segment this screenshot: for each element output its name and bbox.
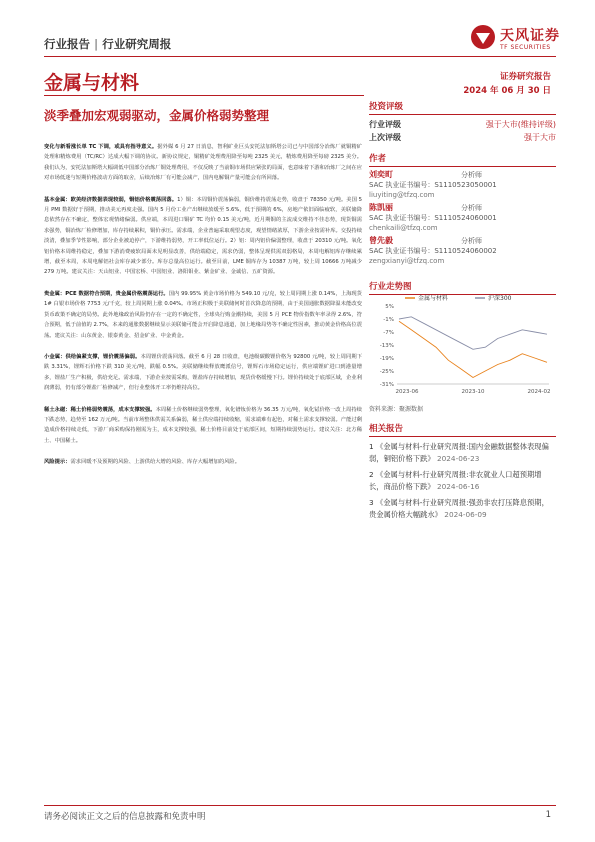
previous-rating [369, 131, 556, 144]
paragraph [44, 289, 362, 341]
related-report-title[interactable]: 1 《金属与材料-行业研究周报:国内金融数据整体表现偏弱，铜铝价格下跌》 [369, 442, 549, 463]
paragraph-lead: 小金属：供给偏紧支撑，锂价震荡偏弱。 [44, 353, 141, 360]
paragraph-lead: 稀土永磁：稀土价格弱势震荡，成本支撑较强。 [44, 406, 156, 413]
main-body [44, 142, 362, 479]
paragraph-text: 本周稀土价格继续弱势整理，氧化镨钕价格为 36.35 万元/吨，氧化铽价格一改上周持续下跌态势，趋势至 162 万元/吨。当前市场整体供需关系偏弱，稀土供应端持续收缩，需求端难有起色，对稀土需求支撑较弱。产能过剩造成价格持续走低，下游厂商采购保持刚需为主，成本支撑较强，稀土价格目前处于底部区间，短期持续弱势运行。建议关注：北方稀土、中国稀土。 [44, 406, 362, 444]
report-subcategory: 行业研究周报 [102, 37, 172, 51]
page-number: 1 [545, 810, 551, 820]
report-date: 2024 年 06 月 30 日 [463, 86, 551, 96]
y-tick-label: -7% [383, 330, 394, 336]
separator: | [94, 37, 99, 51]
logo-text-cn: 天风证券 [500, 28, 560, 44]
x-tick-label: 2023-06 [395, 389, 419, 395]
related-report-item[interactable] [369, 441, 556, 465]
author-card [369, 170, 556, 200]
related-report-title[interactable]: 2 《金属与材料-行业研究周报:非农就业人口超预期增长，商品价格下跌》 [369, 470, 542, 491]
related-report-item[interactable] [369, 497, 556, 521]
author-license: SAC 执业证书编号：S1110524060002 [369, 247, 497, 255]
paragraph-text: 国内 99.95% 黄金市场价格为 549.10 元/克，较上周同期上涨 0.14%，上海现货 1# 白银市场价格 7753 元/千克，较上周同期上涨 0.04%。市场正积极于美联储何时首次降息的预期，由于美国通胀数据降温未能改变货币政策不确定的局势。此外地缘政治风险仍存在一定的不确定性，全球央行购金潮持续，美国 5 月 PCE 物价指数年率录得 2.6%，符合预期，低于前值的 2.7%，本来的通胀数据继续显示美联储可能会开启降息通道，加上地缘局势等不确定性因素，推动黄金价格高位震荡。建议关注：山东黄金、银泰黄金、招金矿业、中金黄金。 [44, 290, 363, 339]
logo-icon [470, 24, 496, 50]
industry-rating [369, 118, 556, 131]
report-category: 行业报告 [44, 37, 90, 51]
y-tick-label: -19% [379, 356, 394, 362]
paragraph-text: 1）铜：本周铜价震荡偏弱，铜价维持震荡走势，收盘于 78350 元/吨。美国 5 月 PMI 数据好于预期，推动美元再度走强。国内 5 月份工业产出继续放缓至 5.6%，低于预期的 6%，房地产依旧面临疲软，美联储降息依然存在不确定，整体宏观情绪偏弱。供应端，本周进口铜矿 TC 均价 0.15 美元/吨，近月期铜的主流成交维持不佳态势，现货铜需求强势，铜冶炼厂检修增加，库存持续累积，铜价承压。需求端，企业普遍采取观望态度，观望情绪浓厚，下游企业按需补库。交投持续淡清，叠加季节性影响，部分企业被迫停产，下游维持弱势，开工率低位运行。2）铝：周内铝价偏弱整理，收盘于 20310 元/吨。氧化铝价格本周维持稳定，叠加下游消费疲软局面未见明显改善，供给端稳定，需求仍弱，整体呈现供需双弱格局，本周电解铝库存继续累增，截至本周，本周电解铝社会库存减少部分。库存总量高位运行。截至目前，LME 铜库存为 10387 万吨，较上周 10666 万吨减少 279 万吨。建议关注：天山铝业、中国宏桥、中国铝业、洛阳钼业、紫金矿业、金诚信、五矿资源。 [44, 196, 362, 276]
related-report-item[interactable] [369, 469, 556, 493]
x-tick-label: 2024-02 [527, 389, 551, 395]
author-card [369, 203, 556, 233]
paragraph [44, 352, 362, 394]
footer-disclaimer: 请务必阅读正文之后的信息披露和免责申明 [44, 812, 206, 822]
x-tick-label: 2023-10 [461, 389, 485, 395]
related-report-title[interactable]: 3 《金属与材料-行业研究周报:强劲非农打压降息预期，贵金属价格大幅跳水》 [369, 498, 549, 519]
report-type: 证券研究报告 [499, 72, 551, 82]
paragraph-text: 据外媒 6 月 27 日消息，智利矿业巨头安托法加斯塔公司已与中国部分冶炼厂就铜精矿处理和精炼费用（TC/RC）达成大幅下调的协议。新协议规定，铜精矿处理费用降至每吨 2325 美元，精炼费用降至每磅 2325 美分。我们认为，安托法加斯塔大幅调低中国部分冶炼厂铜处理费用，不仅反映了当前铜市场供应紧张的局面，也意味着下游和冶炼厂之间在应对市场低迷与短期价格波动方面的取舍，后续冶炼厂有可能会减产，国内电解铜产量可能会有所回落。 [44, 144, 362, 182]
author-license: SAC 执业证书编号：S1110523050001 [369, 181, 497, 189]
author-license: SAC 执业证书编号：S1110524060001 [369, 214, 497, 222]
author-email[interactable]: chenkaili@tfzq.com [369, 224, 438, 232]
legend-label: 沪深300 [488, 295, 512, 302]
previous-rating-label: 上次评级 [369, 133, 401, 142]
paragraph [44, 195, 362, 278]
related-report-date: 2024-06-23 [437, 454, 480, 463]
related-heading: 相关报告 [369, 422, 556, 437]
chart-heading: 行业走势图 [369, 280, 556, 295]
chart-svg [369, 292, 556, 402]
paragraph-lead: 变化与新看涨长单 TC 下调，或具有指导意义。 [44, 144, 158, 150]
chart-source: 资料来源：聚源数据 [369, 406, 424, 413]
logo-text-en: TF SECURITIES [500, 44, 551, 51]
footer-divider [44, 805, 556, 806]
sector-title: 金属与材料 [44, 72, 140, 94]
related-report-date: 2024-06-16 [437, 482, 480, 491]
header-bar [44, 36, 171, 52]
y-tick-label: 5% [385, 304, 394, 310]
previous-rating-value: 强于大市 [524, 133, 556, 142]
author-card [369, 236, 556, 266]
related-reports [369, 422, 556, 521]
author-name: 曾先毅 [369, 236, 393, 245]
headline: 淡季叠加宏观弱驱动，金属价格弱势整理 [44, 108, 270, 123]
y-tick-label: -13% [379, 343, 394, 349]
paragraph [44, 405, 362, 447]
industry-trend-chart [369, 292, 556, 402]
related-report-date: 2024-06-09 [444, 510, 487, 519]
y-tick-label: -31% [379, 382, 394, 388]
paragraph-text: 本周锂价震荡回落。截至 6 月 28 日收盘，电池级碳酸锂价格为 92800 元/吨，较上周同期下跌 3.31%，锂辉石价格下跌 310 美元/吨，跌幅 0.5%。美联储继续释放鹰派信号，锂辉石市场稳定运行，供应端锂矿进口到港量增多，锂盐厂生产积极，供给充足。需求端，下游企业按需采购，锂盐库存持续增加，现货价格缓慢下行。锂价持续处于底部区域，企业利润薄弱，仍有部分锂盐厂检修减产，但行业整体开工率仍维持高位。 [44, 353, 362, 392]
series-line [399, 317, 547, 350]
y-tick-label: -1% [383, 317, 394, 323]
company-logo [470, 22, 560, 58]
legend-label: 金属与材料 [418, 295, 449, 302]
author-role: 分析师 [461, 171, 482, 179]
paragraph-lead: 贵金属：PCE 数据符合预期，贵金属价格震荡运行。 [44, 290, 169, 297]
paragraph-text: 需求回暖不及预期的风险、上游供给大增的风险、库存大幅增加的风险。 [70, 459, 241, 466]
paragraph-lead: 风险提示： [44, 459, 71, 466]
authors-heading: 作者 [369, 152, 556, 167]
paragraph [44, 457, 362, 467]
rating-heading: 投资评级 [369, 100, 556, 115]
divider [44, 56, 556, 57]
y-tick-label: -25% [379, 369, 394, 375]
author-role: 分析师 [461, 237, 482, 245]
paragraph [44, 142, 362, 184]
author-email[interactable]: zengxianyi@tfzq.com [369, 257, 445, 265]
sidebar [369, 100, 556, 266]
industry-rating-value: 强于大市(维持评级) [485, 120, 556, 129]
industry-rating-label: 行业评级 [369, 120, 401, 129]
author-name: 陈凯丽 [369, 203, 393, 212]
author-email[interactable]: liuyiting@tfzq.com [369, 191, 435, 199]
author-role: 分析师 [461, 204, 482, 212]
paragraph-lead: 基本金属：欧美经济数据表现较弱，铜铝价格震荡回落。 [44, 196, 178, 203]
author-name: 刘奕町 [369, 170, 393, 179]
divider [44, 95, 364, 96]
